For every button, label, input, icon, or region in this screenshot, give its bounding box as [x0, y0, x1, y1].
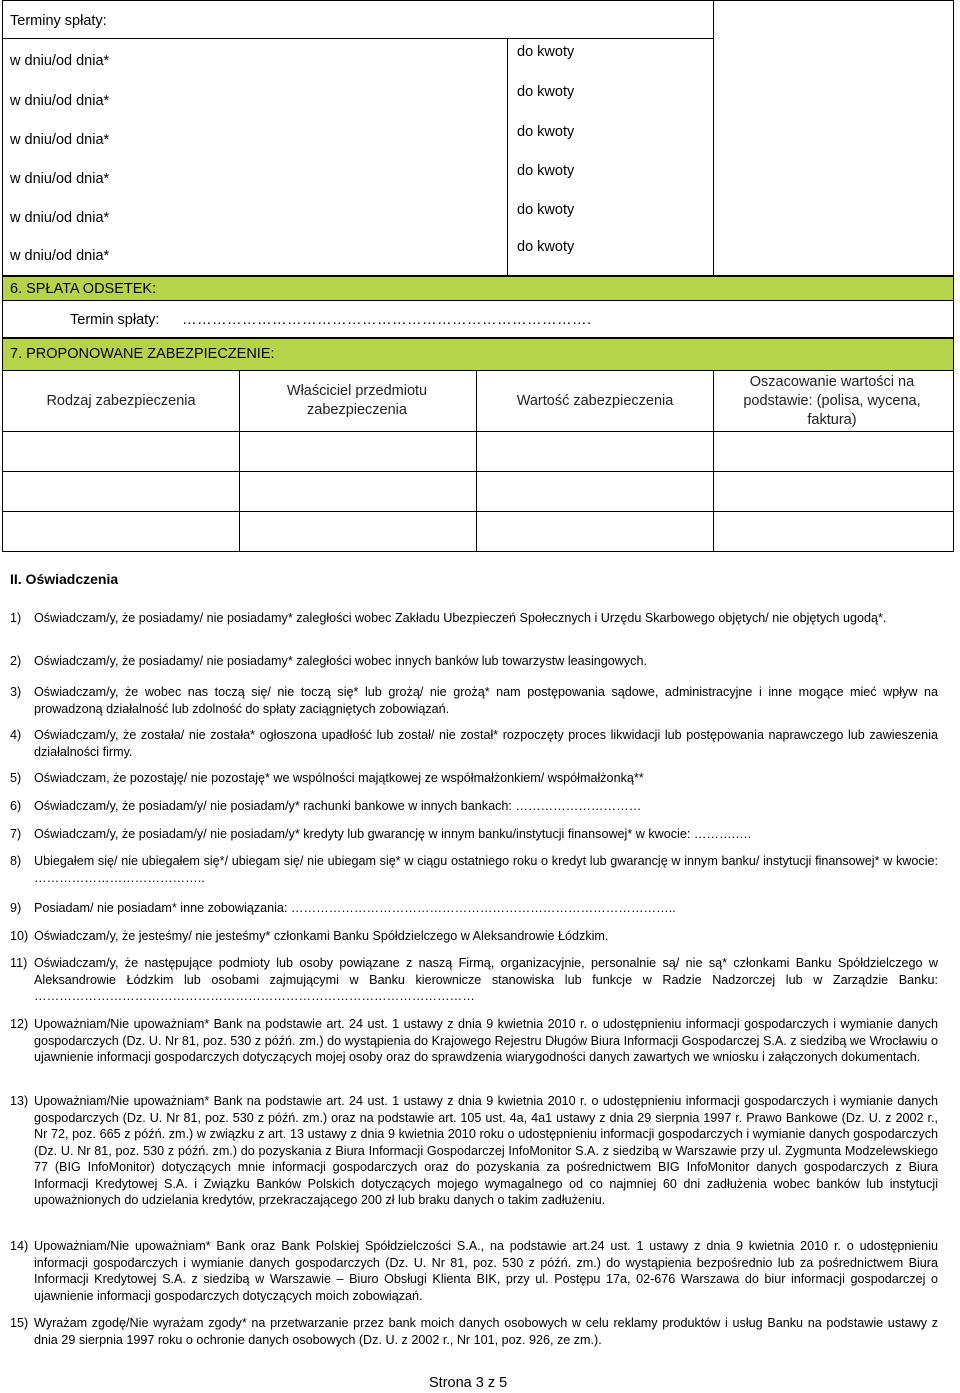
terms-from-2: w dniu/od dnia*: [10, 93, 110, 109]
declaration-num: 13): [10, 1094, 29, 1108]
declaration-12: [10, 1016, 938, 1066]
terms-header: Terminy spłaty:: [10, 13, 107, 29]
declaration-num: 11): [10, 956, 28, 970]
declaration-text: Oświadczam/y, że posiadam/y/ nie posiadam/y* kredyty lub gwarancję w innym banku/instytucji finansowej* w kwocie: ……….….: [34, 827, 752, 841]
declaration-15: [10, 1315, 938, 1348]
declarations-title: II. Oświadczenia: [10, 571, 119, 587]
declaration-text: Oświadczam/y, że jesteśmy/ nie jesteśmy* członkami Banku Spółdzielczego w Aleksandrowie Łódzkim.: [34, 929, 609, 943]
declaration-num: 10): [10, 929, 29, 943]
page-number: Strona 3 z 5: [429, 1375, 508, 1391]
declaration-8: [10, 853, 938, 886]
declaration-1: [10, 610, 938, 627]
declaration-text: Upoważniam/Nie upoważniam* Bank na podstawie art. 24 ust. 1 ustawy z dnia 9 kwietnia 2010 r. o udostępnieniu informacji gospodarczych i wymianie danych gospodarczych (Dz. U. Nr 81, poz. 530 z późń. zm.) do wystąpienia do Krajowego Rejestru Długów Biura Informacji Gospodarczej S.A. z siedzibą we Wrocławiu o ujawnienie informacji gospodarczych dotyczących mojej osoby oraz do sprawdzenia wiarygodności danych zawartych we wniosku i załączonych dokumentach.: [34, 1017, 938, 1064]
terms-col-divider: [507, 38, 508, 276]
terms-amount-6: do kwoty: [517, 239, 575, 255]
declaration-14: [10, 1238, 938, 1304]
collateral-header-type: Rodzaj zabezpieczenia: [46, 392, 196, 409]
declaration-10: [10, 928, 938, 945]
declaration-5: [10, 770, 938, 787]
interest-term-label: Termin spłaty:: [70, 312, 160, 328]
declaration-text: Oświadczam/y, że wobec nas toczą się/ nie toczą się* lub grożą/ nie grożą* nam postępowania sądowe, administracyjne i inne mogące mieć wpływ na prowadzoną działalność lub zdolność do spłaty zaciągniętych zobowiązań.: [34, 685, 938, 716]
declaration-text: Oświadczam/y, że posiadam/y/ nie posiadam/y* rachunki bankowe w innych bankach: …………………………: [34, 799, 642, 813]
terms-amount-1: do kwoty: [517, 44, 575, 60]
declaration-num: 14): [10, 1239, 29, 1253]
collateral-header-estimate: Oszacowanie wartości na podstawie: (polisa, wycena, faktura): [743, 373, 921, 428]
declaration-11: [10, 955, 938, 1005]
declaration-text: Posiadam/ nie posiadam* inne zobowiązania: ………………………………………………………………………………..: [34, 901, 676, 915]
declaration-6: [10, 798, 938, 815]
terms-from-6: w dniu/od dnia*: [10, 248, 110, 264]
terms-from-3: w dniu/od dnia*: [10, 132, 110, 148]
terms-amount-2: do kwoty: [517, 84, 575, 100]
terms-amount-3: do kwoty: [517, 124, 575, 140]
declaration-2: [10, 653, 938, 670]
collateral-col-divider-3: [713, 370, 714, 552]
terms-from-5: w dniu/od dnia*: [10, 210, 110, 226]
declaration-text: Oświadczam/y, że następujące podmioty lub osoby powiązane z naszą Firmą, organizacyjnie, personalnie są/ nie są* członkami Banku Spółdzielczego w Aleksandrowie Łódzkim lub osobami zajmującymi w Banku kierownicze stanowiska lub funkcje w Radzie Nadzorczej lub w Zarządzie Banku: ……………………………………………………………………………………………: [34, 956, 938, 1003]
collateral-row-divider-1: [2, 431, 954, 432]
declaration-num: 12): [10, 1017, 29, 1031]
declaration-num: 2): [10, 654, 22, 668]
declaration-text: Upoważniam/Nie upoważniam* Bank na podstawie art. 24 ust. 1 ustawy z dnia 9 kwietnia 2010 r. o udostępnieniu informacji gospodarczych i wymianie danych gospodarczych (Dz. U. Nr 81, poz. 530 z późń. zm.) oraz na podstawie art. 105 ust. 4a, 4a1 ustawy z dnia 29 sierpnia 1997 r. Prawo Bankowe (Dz. U. z 2002 r., Nr 72, poz. 665 z późń. zm.) w związku z art. 13 ustawy z dnia 9 kwietnia 2010 roku o udostępnieniu informacji gospodarczych i wymianie danych gospodarczych (Dz. U. Nr 81, poz. 530 z późń. zm.) do pozyskania z Biura Informacji Gospodarczej InfoMonitor S.A. z siedzibą w Warszawie przy ul. Zygmunta Modzelewskiego 77 (BIG InfoMonitor) dotyczących mnie informacji gospodarczych oraz do pozyskania za pośrednictwem BIG InfoMonitor danych gospodarczych z Biura Informacji Kredytowej S.A. i Związku Banków Polskich dotyczących mojego wymagalnego od co najmniej 60 dni zadłużenia wobec banków lub instytucji upoważnionych do udzielania kredytów, przekraczającego 200 zł lub braku danych o takim zadłużeniu.: [34, 1094, 938, 1207]
declaration-3: [10, 684, 938, 717]
terms-from-4: w dniu/od dnia*: [10, 171, 110, 187]
declaration-num: 1): [10, 611, 22, 625]
declaration-num: 3): [10, 685, 22, 699]
collateral-header-value: Wartość zabezpieczenia: [516, 392, 674, 409]
declaration-text: Oświadczam/y, że została/ nie została* ogłoszona upadłość lub został/ nie został* rozpoczęty proces likwidacji lub postępowania naprawczego lub zawieszenia działalności firmy.: [34, 728, 938, 759]
declaration-4: [10, 727, 938, 760]
declaration-num: 7): [10, 827, 22, 841]
declaration-9: [10, 900, 938, 917]
terms-amount-5: do kwoty: [517, 202, 575, 218]
terms-table: [2, 0, 954, 276]
declaration-num: 5): [10, 771, 22, 785]
declaration-text: Ubiegałem się/ nie ubiegałem się*/ ubiegam się/ nie ubiegam się* w ciągu ostatniego roku o kredyt lub gwarancję w innym banku/ instytucji finansowej* w kwocie: …………………………………..: [34, 854, 938, 885]
interest-term-dots: ……………………………………………………………………….: [182, 312, 592, 328]
declaration-text: Oświadczam/y, że posiadamy/ nie posiadamy* zaległości wobec Zakładu Ubezpieczeń Społecznych i Urzędu Skarbowego objętych/ nie objętych ugodą*.: [34, 611, 887, 625]
declaration-num: 15): [10, 1316, 29, 1330]
declaration-13: [10, 1093, 938, 1209]
declaration-text: Upoważniam/Nie upoważniam* Bank oraz Bank Polskiej Spółdzielczości S.A., na podstawie art.24 ust. 1 ustawy z dnia 9 kwietnia 2010 r. o udostępnieniu informacji gospodarczych i wymianie danych gospodarczych (Dz. U. Nr 81, poz. 530 z późń. zm.) do wystąpienia bezpośrednio lub za pośrednictwem Biura Informacji Kredytowej S.A. z siedzibą w Warszawie – Biuro Obsługi Klienta BIK, przy ul. Postępu 17a, 02-676 Warszawa do biur informacji gospodarczej o ujawnienie informacji gospodarczych dotyczących moich zobowiązań.: [34, 1239, 938, 1303]
declaration-num: 8): [10, 854, 22, 868]
collateral-header-owner: Właściciel przedmiotu zabezpieczenia: [286, 383, 428, 418]
collateral-row-divider-3: [2, 511, 954, 512]
interest-section-title: 6. SPŁATA ODSETEK:: [10, 281, 157, 297]
terms-from-1: w dniu/od dnia*: [10, 53, 110, 69]
collateral-col-divider-1: [239, 370, 240, 552]
terms-header-divider: [2, 38, 713, 39]
declaration-num: 9): [10, 901, 22, 915]
terms-amount-4: do kwoty: [517, 163, 575, 179]
declaration-text: Oświadczam/y, że posiadamy/ nie posiadamy* zaległości wobec innych banków lub towarzystw leasingowych.: [34, 654, 647, 668]
collateral-section-title: 7. PROPONOWANE ZABEZPIECZENIE:: [10, 346, 275, 362]
terms-col-divider-right: [713, 0, 714, 276]
declaration-text: Oświadczam, że pozostaję/ nie pozostaję* we wspólności majątkowej ze współmałżonkiem/ współmałżonką**: [34, 771, 644, 785]
declaration-text: Wyrażam zgodę/Nie wyrażam zgody* na przetwarzanie przez bank moich danych osobowych w celu reklamy produktów i usług Banku na podstawie ustawy z dnia 29 sierpnia 1997 roku o ochronie danych osobowych (Dz. U. z 2002 r., Nr 101, poz. 926, ze zm.).: [34, 1316, 938, 1347]
declaration-num: 4): [10, 728, 22, 742]
declaration-num: 6): [10, 799, 22, 813]
declaration-7: [10, 826, 938, 843]
collateral-row-divider-2: [2, 471, 954, 472]
